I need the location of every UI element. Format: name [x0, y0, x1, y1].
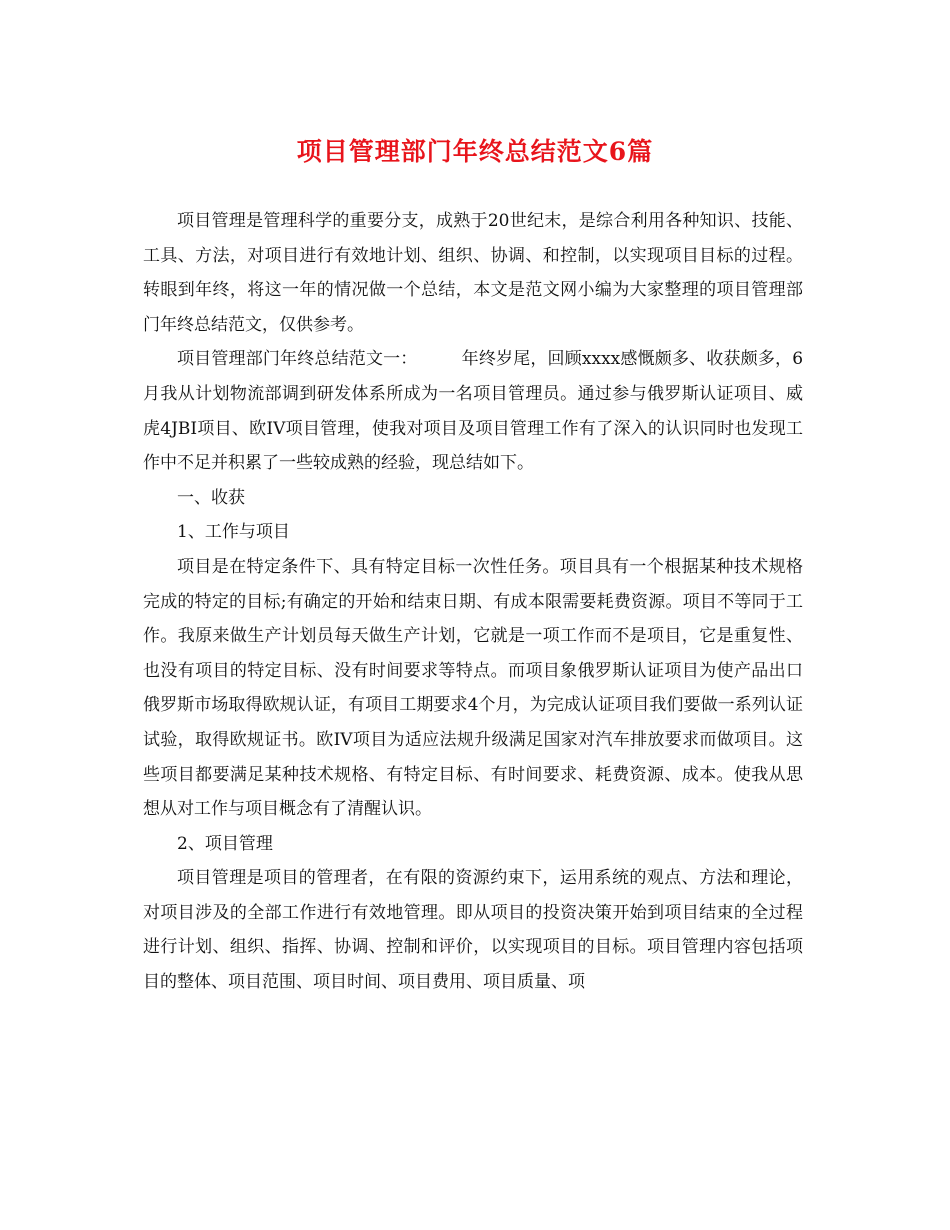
sample-heading: 项目管理部门年终总结范文一： [177, 349, 418, 370]
subsection-heading-project-management: 2、项目管理 [177, 833, 273, 854]
document-body [143, 204, 803, 1000]
subsection-heading-work-and-project: 1、工作与项目 [177, 522, 290, 543]
paragraph-sample-one [143, 342, 803, 480]
sample-one-text: 年终岁尾，回顾xxxx感慨颇多、收获颇多，6月我从计划物流部调到研发体系所成为一名项目管理员。通过参与俄罗斯认证项目、威虎4JBI项目、欧IV项目管理，使我对项目及项目管理工作有了深入的认识同时也发现工作中不足并积累了一些较成熟的经验，现总结如下。 [143, 349, 804, 474]
document-title: 项目管理部门年终总结范文6篇 [296, 137, 654, 166]
paragraph-work-and-project: 项目是在特定条件下、具有特定目标一次性任务。项目具有一个根据某种技术规格完成的特定的目标;有确定的开始和结束日期、有成本限需要耗费资源。项目不等同于工作。我原来做生产计划员每天做生产计划，它就是一项工作而不是项目，它是重复性、也没有项目的特定目标、没有时间要求等特点。而项目象俄罗斯认证项目为使产品出口俄罗斯市场取得欧规认证，有项目工期要求4个月，为完成认证项目我们要做一系列认证试验，取得欧规证书。欧IV项目为适应法规升级满足国家对汽车排放要求而做项目。这些项目都要满足某种技术规格、有特定目标、有时间要求、耗费资源、成本。使我从思想从对工作与项目概念有了清醒认识。 [143, 556, 803, 820]
paragraph-intro: 项目管理是管理科学的重要分支，成熟于20世纪末，是综合利用各种知识、技能、工具、方法，对项目进行有效地计划、组织、协调、和控制，以实现项目目标的过程。转眼到年终，将这一年的情况做一个总结，本文是范文网小编为大家整理的项目管理部门年终总结范文，仅供参考。 [143, 211, 803, 335]
section-heading-harvest: 一、收获 [177, 487, 245, 508]
paragraph-project-management: 项目管理是项目的管理者，在有限的资源约束下，运用系统的观点、方法和理论，对项目涉及的全部工作进行有效地管理。即从项目的投资决策开始到项目结束的全过程进行计划、组织、指挥、协调、控制和评价，以实现项目的目标。项目管理内容包括项目的整体、项目范围、项目时间、项目费用、项目质量、项 [143, 868, 803, 993]
